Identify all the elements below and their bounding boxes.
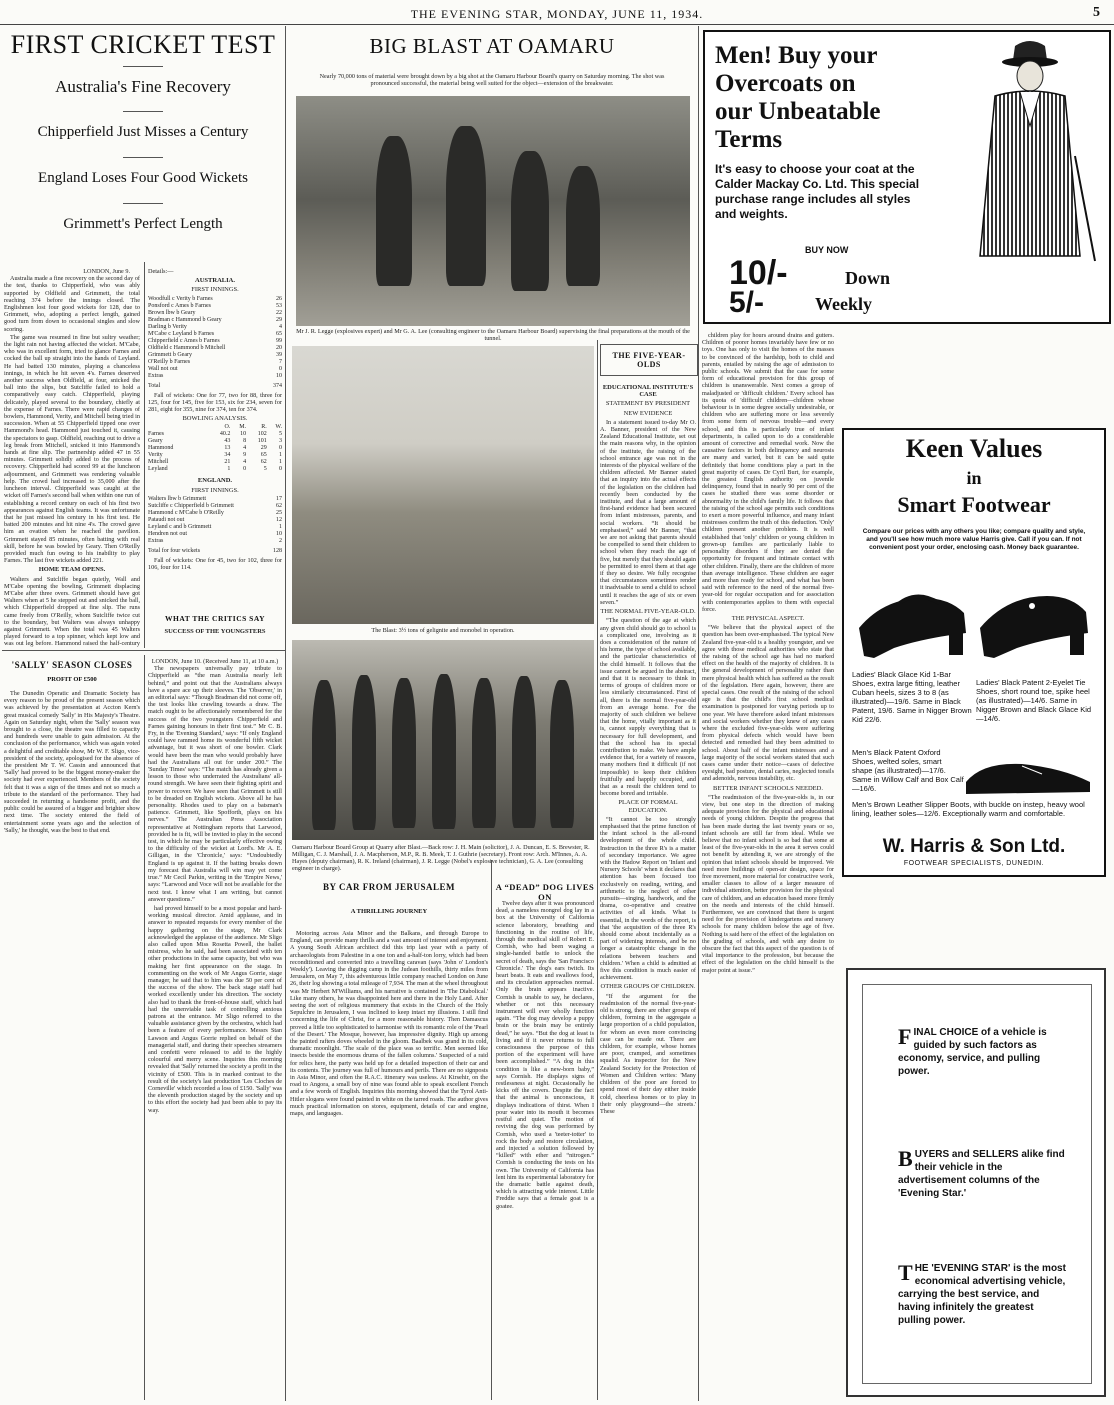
aus-bat-cell: 7 — [279, 358, 282, 365]
photo-figure — [472, 678, 496, 828]
divider — [123, 66, 163, 67]
ad-star-dropcap-2: B — [898, 1146, 913, 1171]
bowling-cell: 0 — [243, 466, 247, 473]
aus-bat-cell: Extras — [148, 372, 164, 379]
aus-bat-cell: Darling b Verity — [148, 323, 187, 330]
aus-bat-cell: 29 — [276, 316, 282, 323]
jerusalem-body-col — [290, 930, 488, 1400]
critics-body: The newspapers universally pay tribute to Chipperfield as “the man Australia nearly left behind,” and point out that the Australians always have a spare ace up their sleeves. The 'Observer,' in an editorial says: “Though Bradman did not come off, the test looks like crawling towards a draw. The match ought to be affectionately remembered for the success of the two youngsters Chipperfield and Farnes gaining honours in their first test.” Mr C. B. Fry, in the 'Evening Standard,' says: “If only England could have rammed home its wonderful fifth wicket advantage, but it was short of one bowler. Clark would have been the man who would probably have had the Australians all out for under 200.” The 'Sunday Times' says: “The match has already given a lesson to those who underrated the Australians' all-round strength. We have seen their fighting spirit and power to recover. We have seen that Grimmett is still to be dreaded on English wickets. Above all he has personality. Rhodes used to play on a batsman's patience. Grimmett, like Spofforth, plays on his nerves.” The Australian Press Association representative at Nottingham reports that Larwood, provided he is fit, will be invited to play in the second test, in which he may be particularly effective owing to the difficulty of the wicket at Lord's. Mr A. E. Gilligan, in the 'Chronicle,' says: “Undoubtedly England is up against it. If the batting breaks down my forecast that Australia will win may yet come true.” Mr Cecil Parkin, writing in the 'Empire News,' says: “Larwood and Voce will not be available for the next test. I know what I am writing, but cannot answer questions.” — [148, 665, 282, 903]
aus-bat-cell: Chipperfield c Ames b Farnes — [148, 337, 220, 344]
fiveyear-headline: THE FIVE-YEAR-OLDS — [612, 351, 686, 369]
fiveyear-col2c: “The readmission of the five-year-olds is, in our view, but one step in the direction of making adequate provision for the physical and educational needs of young children. Despite the progress that has been made during the last twenty years or so, infant schools are still far from ideal. While we believe that no infant school is so bad that some at least of the five-year-olds in the area it serves could not benefit by attending it, we are strongly of the opinion that infant schools should be improved. We need more buildings of open-air design, space for free movement, more material for constructive work, smaller classes to allow of a larger measure of individual attention, better provision for the physical care of children, and an education based more firmly on the needs and interests of the child himself. Furthermore, we are convinced that there is urgent need for the provision of kindergartens and nursery schools for many children below the age of five. Nothing is said here of the effect of the legislation on the grading of schools, and with any desire to obscure the fact that this aspect of the question is of vital importance to the profession, but because the effect of the legislation on the child himself is the major point at issue.” — [702, 793, 834, 974]
oamaru-caption-3: Oamaru Harbour Board Group at Quarry after Blast.—Back row: J. H. Main (solicitor), J. A. Duncan, E. S. Brewster, R. Milligan, C. J. Marshall, J. A. Macpherson, M.P., R. B. Meek, T. J. Guthrie (secretary). Front row: Arch. M'Innes, A. A. Hayes (deputy chairman), R. K. Ireland (chairman), J. R. Legge (Nobel's explosive technician), G. A. Lee (consulting engineer in charge). — [292, 844, 590, 872]
divider — [123, 111, 163, 112]
bowling-cell: 1 — [279, 459, 282, 466]
aus-bat-cell: 22 — [276, 309, 282, 316]
ad-harris-title-1: Keen Values — [905, 434, 1043, 463]
fiveyear-body-1: In a statement issued to-day Mr O. A. Banner, president of the New Zealand Educational Institute, set out the main reasons why, in the opinion of the institute, the raising of the school entrance age was not in the interests of the physical welfare of the children affected. Mr Banner stated that an inquiry into the actual effects of the legislation on the children had recently been conducted by the institute, and that a large amount of first-hand evidence had been secured from infant mistresses, parents, and social workers. “It should be emphasised,” said Mr Banner, “that we are not asking that parents should be compelled to send their children to school when they reach the age of five, but merely that they should again be permitted to enrol them at that age if they so desire. We fully recognise that circumstances sometimes render it inadvisable to send a child to school until it reaches the age of six or even seven.” — [600, 418, 696, 606]
aus-bat-cell: Woodfull c Verity b Farnes — [148, 295, 213, 302]
page-number: 5 — [1093, 5, 1100, 20]
eng-bat-row — [148, 510, 282, 517]
ad-star-dropcap-3: T — [898, 1260, 913, 1285]
ad-harris-item-4: Men's Brown Leather Slipper Boots, with buckle on instep, heavy wool lining, leather soles—12/6. Exceptionally warm and comfortable. — [852, 800, 1085, 818]
eng-bat-cell: 1 — [279, 523, 282, 530]
details-label: Details:— — [148, 268, 174, 275]
fiveyear-sub-better: BETTER INFANT SCHOOLS NEEDED. — [713, 784, 823, 792]
bowling-cell: 5 — [263, 466, 267, 473]
photo-tunnel — [296, 96, 690, 326]
ad-harris-title-2: in — [966, 468, 982, 488]
bowling-row — [148, 459, 282, 466]
bowling-cell: 102 — [257, 431, 267, 438]
sally-headline: 'SALLY' SEASON CLOSES — [11, 660, 133, 670]
cricket-body-2: Walters and Sutcliffe began quietly, Wall and M'Cabe opening the bowling, Grimmett displacing M'Cabe after three overs. Grimmett should have got Walters when at 5 he stepped out and snicked the ball, which Chipperfield dropped at fine slip. The runs came freely from O'Reilly, whom Sutcliffe twice cut to the boundary, but Walters was always unhappy against Grimmett. When the total was 45 Walters played forward to a top spinner, which kept low and was out leg before. Hammond raised the half-century — [4, 575, 140, 648]
aus-bat-cell: Wall not out — [148, 365, 178, 372]
bowling-cell: Leyland — [148, 466, 168, 473]
aus-bat-row — [148, 373, 282, 380]
oamaru-article — [290, 34, 694, 91]
ad-harris-item-3: Men's Black Patent Oxford Shoes, welted soles, smart shape (as illustrated)—17/6. Same in Willow Calf and Box Calf—16/6. — [852, 748, 964, 793]
ad-star-para-3 — [898, 1262, 1068, 1327]
oamaru-intro: Nearly 70,000 tons of material were brought down by a big shot at the Oamaru Harbour Board's quarry on Saturday morning. The shot was pronounced successful, the material being well suited for the object—extension of the breakwater. — [319, 73, 665, 87]
bowling-cell: 65 — [260, 452, 267, 459]
ad-calder-buynow: BUY NOW — [805, 245, 849, 255]
column-rule — [144, 655, 145, 1400]
bowling-cell: 5 — [279, 431, 282, 438]
bowling-row — [148, 466, 282, 473]
fiveyear-col2: children play for hours around drains and gutters. Children of poorer homes invariably have few or no toys. One has only to visit the homes of the masses to be convinced of the hardship, both to child and parents, entailed by raising the age of admission to public schools. We submit that the case for some form of educational provision for this group of children is unanswerable. Next comes a group of maladjusted or 'difficult children.' Every school has its quota of 'difficult' children—children whose behaviour is in some degree socially undesirable, or children who are suffering more or less severely from some form of nervous trouble—and every school, and this is particularly true of infant departments, is called upon to do a considerable amount of corrective and remedial work. Now the causative factors in both delinquency and neurosis are many and varied, but it can be said quite definitely that home conditions play a part in the great majority of cases. Dr Cyril Burt, for example, the greatest English authority on juvenile delinquency, found that in nearly 90 per cent of the cases he studied there was some disorder or abnormality in the child's family life. It follows that the raising of the school age permits such conditions to exert a more powerful influence, and many infant mistresses confirm the truth of this deduction. 'Only' children present another problem. It is well established that 'only' children or young children in grown-up families are particularly liable to personality disorders if they are denied the opportunity for frequent and intimate contact with other children. Finally, there are the children of more than average intelligence. These children are eager and more than ready for school, and what has been said with reference to the need of the normal five-year-old for regular occupation and for association with contemporaries applies to them with especial force. — [702, 332, 834, 613]
eng-total-value: 128 — [273, 547, 282, 554]
fiveyear-sub-other: OTHER GROUPS OF CHILDREN. — [600, 983, 696, 991]
eng-bat-cell: Extras — [148, 537, 164, 544]
bowling-head-cell: R. — [261, 424, 267, 431]
bowling-cell: 3 — [279, 438, 282, 445]
ad-calder-line-1: Men! Buy your — [715, 42, 878, 69]
cricket-deck-3: England Loses Four Good Wickets — [38, 170, 248, 186]
fiveyear-body-2: “The question of the age at which any given child should go to school is a complicated one, involving as it does a consideration of the nature of his home, the type of school available, and the particular characteristics of the child himself. It follows that the issue cannot be argued in the abstract, and that it is necessary to think in terms of groups of children more or less similarly circumstanced. First of all, there is the normal five-year-old from an average home. For the majority of such children we believe that the home, vitally important as it is, cannot supply everything that is necessary for full development, and that the school has its special contribution to make. We have ample evidence that, for a variety of reasons, many mothers find it difficult (if not impossible) to keep their children fruitfully and happily occupied, and that as a result the children tend to become bored and irritable. — [600, 617, 696, 798]
bowling-cell: 0 — [279, 445, 282, 452]
aus-bat-row — [148, 352, 282, 359]
critics-headline: WHAT THE CRITICS SAY — [165, 614, 265, 623]
aus-bat-row — [148, 366, 282, 373]
eng-bat-cell: 62 — [276, 502, 282, 509]
ad-star-text-3: HE 'EVENING STAR' is the most economical advertising vehicle, carrying the best service, and having infinitely the greatest pulling power. — [898, 1263, 1066, 1326]
spacer — [703, 255, 1107, 256]
bowling-cell: 1 — [227, 466, 231, 473]
bowling-cell: Verity — [148, 452, 163, 459]
bowling-head-cell: W. — [275, 424, 282, 431]
cricket-intro: Australia made a fine recovery on the second day of the test, thanks to Chipperfield, who was ably supported by Oldfield and Grimmett, the total reaching 374 before the innings closed. The Englishmen lost four good wickets for 128, due to Grimmett, who, adopting a perfect length, gained good turn from down to occasional singles and slow scoring. — [4, 275, 140, 333]
bowling-head-cell: O. — [224, 424, 231, 431]
ad-calder-line-3: our Unbeatable — [715, 98, 881, 125]
bowling-cell: 0 — [279, 466, 282, 473]
jerusalem-headline: BY CAR FROM JERUSALEM — [323, 882, 455, 892]
ad-harris-shoe-3 — [962, 752, 1096, 802]
aus-bat-cell: 10 — [276, 372, 282, 379]
column-rule — [491, 860, 492, 1400]
aus-bat-cell: 4 — [279, 323, 282, 330]
ad-harris-shoe-1 — [854, 578, 974, 663]
aus-bat-cell: Brown lbw b Geary — [148, 309, 196, 316]
aus-bat-row — [148, 331, 282, 338]
section-rule — [2, 650, 285, 651]
photo-figure — [392, 678, 416, 828]
cricket-deck-4: Grimmett's Perfect Length — [63, 216, 223, 232]
aus-bat-cell: 39 — [276, 351, 282, 358]
eng-bat-cell: 10 — [276, 530, 282, 537]
eng-bat-cell: 17 — [276, 495, 282, 502]
bowling-cell: 8 — [243, 438, 247, 445]
cricket-body-col1 — [4, 268, 140, 648]
photo-figure — [432, 674, 456, 829]
eng-bat-row — [148, 496, 282, 503]
ad-star-dropcap-1: F — [898, 1024, 912, 1049]
fiveyear-body-col2 — [702, 332, 834, 1400]
fiveyear-body-3: “It cannot be too strongly emphasised that the prime function of the infant school is the all-round development of the whole child. Instruction in the three R's is a matter of secondary importance. We agree with the Hadow Report on 'Infant and Nursery Schools' when it declares that attention has been focused too exclusively on reading, writing, and arithmetic to the neglect of other pursuits—singing, handwork, and the drama, co-operative and creative activities of all kinds. What is essential, in the words of the report, is that 'the acquisition of the three R's should come about incidentally as a part of widening interests, and be no longer a catastrophic change in the relations between teachers and children.' When a child is admitted at five this condition is much easier of achievement. — [600, 815, 696, 982]
ad-calder-price-1-label: Down — [845, 268, 891, 288]
sally-body-2: had proved himself to be a most popular and hard-working musical director. Amid applause, and in answer to repeated requests for every member of the happy gathering on the stage, Mr Clark acknowledged the applause of the audience. Mr Sligo also called upon Miss Rosetta Powell, the ballet mistress, who he said, had been associated with ten other productions in the same capacity, but who was making her first appearance on the stage. In commenting on the work of Mr Angus Gorrie, stage manager, he said that to him was due 50 per cent of the success of the show. The back stage staff had worked excellently under his direction. The society also had to thank the front-of-house staff, which had had the unenviable task of controlling anxious patrons at the entrance. Mr Sligo referred to the valuable assistance given by the orchestra, which had been a feature of every performance. Messrs Stan Lawson and Angus Gorrie replied on behalf of the managerial staff, and during their speeches streamers and confetti were released to add to the highly colourful and merry scene. Inquiries this morning revealed that 'Sally' returned the society a profit in the vicinity of £500. This is in marked contrast to the result of the society's last production 'Les Cloches de Corneville' which recorded a loss of £150. 'Sally' was the eleventh production staged by the society and up to this effort the society had just been able to pay its way. — [148, 904, 282, 1114]
aus-bat-row — [148, 345, 282, 352]
aus-bat-cell: 26 — [276, 295, 282, 302]
aus-bat-cell: 53 — [276, 302, 282, 309]
bowling-cell: 9 — [243, 452, 247, 459]
eng-bat-cell: Sutcliffe c Chipperfield b Grimmett — [148, 502, 234, 509]
critics-subhead: SUCCESS OF THE YOUNGSTERS — [164, 628, 266, 635]
photo-figure — [512, 676, 536, 828]
aus-bat-cell: O'Reilly b Farnes — [148, 358, 191, 365]
aus-bat-cell: Bradman c Hammond b Geary — [148, 316, 222, 323]
critics-article — [148, 612, 282, 625]
bowling-cell: 29 — [260, 445, 267, 452]
aus-bat-cell: Grimmett b Geary — [148, 351, 192, 358]
ad-harris-item-1: Ladies' Black Glace Kid 1-Bar Shoes, extra large fitting, leather Cuban heels, sizes 3 to 8 (as illustrated)—19/6. Same in Black Patent, 19/6. Same in Nigger Brown Kid 22/6. — [852, 670, 972, 724]
eng-bat-cell: Hendren not out — [148, 530, 187, 537]
eng-bat-row — [148, 531, 282, 538]
bowling-cell: 34 — [224, 452, 231, 459]
fiveyear-sub-normal: THE NORMAL FIVE-YEAR-OLD. — [600, 608, 696, 616]
masthead-title: THE EVENING STAR, MONDAY, JUNE 11, 1934. — [410, 7, 704, 21]
cricket-deck-2: Chipperfield Just Misses a Century — [37, 124, 249, 140]
eng-bat-cell: 12 — [276, 516, 282, 523]
ad-calder-price-2-label: Weekly — [815, 294, 872, 314]
eng-bat-cell: Pataudi not out — [148, 516, 185, 523]
bowling-head-cell: M. — [239, 424, 247, 431]
aus-bat-row — [148, 317, 282, 324]
aus-bat-cell: Oldfield c Hammond b Mitchell — [148, 344, 226, 351]
ad-calder-company-band — [705, 292, 1005, 318]
photo-figure — [511, 151, 549, 291]
aus-bat-cell: M'Cabe c Leyland b Farnes — [148, 330, 215, 337]
cricket-article — [2, 30, 284, 233]
eng-label: ENGLAND. — [197, 477, 233, 485]
ad-harris-company: W. Harris & Son Ltd. — [882, 836, 1066, 857]
jerusalem-article — [288, 880, 490, 917]
cricket-dateline: LONDON, June 9. — [83, 268, 130, 275]
bowling-cell: 4 — [243, 445, 247, 452]
cricket-scores — [148, 268, 282, 608]
bowling-cell: 4 — [243, 459, 247, 466]
dog-headline: A “DEAD” DOG LIVES ON — [495, 882, 595, 902]
ad-harris-title-3: Smart Footwear — [897, 492, 1051, 517]
ad-calder-body: It's easy to choose your coat at the Calder Mackay Co. Ltd. This special purchase range includes all styles and weights. — [715, 162, 920, 221]
dog-body-col — [496, 900, 594, 1400]
bowling-cell: 40.2 — [219, 431, 231, 438]
masthead — [0, 4, 1114, 25]
column-rule — [597, 340, 598, 1400]
cricket-body-col1-cont — [4, 612, 140, 648]
bowling-head-cell — [148, 424, 206, 431]
eng-innings: FIRST INNINGS. — [191, 486, 239, 494]
critics-body-col — [148, 658, 282, 1400]
oamaru-caption-2: The Blast: 3½ tons of gelignite and monobel in operation. — [371, 627, 515, 634]
column-rule — [285, 26, 286, 1401]
eng-bat-cell: Leyland c and b Grimmett — [148, 523, 212, 530]
fiveyear-subhead: EDUCATIONAL INSTITUTE'S CASE — [602, 384, 694, 399]
eng-total-table — [148, 548, 282, 555]
bowling-row — [148, 445, 282, 452]
eng-bat-cell: Walters lbw b Grimmett — [148, 495, 207, 502]
bowling-row — [148, 452, 282, 459]
cricket-body-1: The game was resumed in fine but sultry weather; the light rain not having affected the wicket. M'Cabe, who was in excellent form, tried to glance Farnes and cocked the ball up straight into the hands of Leyland. He had batted 130 minutes, playing a chanceless innings, in which he hit seven 4's. Farnes deserved another success when Oldfield, at four, snicked the ball into the slips, but Sutcliffe failed to hold a comparatively easy catch. Chipperfield, playing delicately, played several to the boundary, chiefly at the expense of Farnes. There were rapid changes of bowlers, Hammond, Verity, and Mitchell being tried in succession. When at 55 Chipperfield tipped one over Hammond's head. Hammond just touched it, causing the spectators to gasp. Oldfield, reaching out to drive a leg break from Mitchell, snicked it into Hammond's hands at fine slip. The partnership added 47 in 55 minutes. Grimmett solidly added to the process of recovery. Chipperfield had scored 99 at the luncheon adjournment, and Grimmett was rendering valuable help. The crowd had increased to 35,000 after the luncheon interval. Chipperfield was caught at the wicket off Farnes's second ball when within one run of establishing a record century on each of his first two appearances against English teams. It was unfortunate that he just missed his century in his first test. He batted 200 minutes and hit nine 4's. The crowd gave him an ovation when he reached the pavilion. Grimmett stayed 85 minutes, often batting with real skill, before he was bowled by Geary. Then O'Reilly provided much fun owing to his inability to play Farnes. The last five wickets added 221. — [4, 333, 140, 565]
eng-bat-row — [148, 538, 282, 545]
divider — [123, 157, 163, 158]
aus-total-value: 374 — [273, 382, 282, 389]
column-rule — [698, 26, 699, 1401]
sally-subhead: PROFIT OF £500 — [47, 676, 97, 683]
aus-bat-row — [148, 324, 282, 331]
jerusalem-subhead: A THRILLING JOURNEY — [350, 908, 428, 915]
aus-total-table — [148, 383, 282, 390]
critics-subhead-wrap — [148, 626, 282, 648]
eng-bat-cell: 2 — [279, 537, 282, 544]
bowling-head-row — [148, 424, 282, 431]
ad-harris-item-2: Ladies' Black Patent 2-Eyelet Tie Shoes, short round toe, spike heel (as illustrated)—14/6. Same in Nigger Brown and Black Glace Kid—14/6. — [976, 678, 1092, 723]
oamaru-headline: BIG BLAST AT OAMARU — [369, 34, 615, 58]
sally-body-1: The Dunedin Operatic and Dramatic Society has every reason to be proud of the present season which was achieved by the presentation at Accton Kern's great musical comedy 'Sally' in His Majesty's Theatre. Again on Saturday night, when the 'Sally' season was brought to a close, the theatre was filled to capacity and hundreds were unable to gain admission. At the conclusion of the performance, which was again voted a delightful and creditable show, Mr W. F. Sligo, vice-president of the society, apologised for the absence of the president Mr T. W. Cassin and announced that 'Sally' had proved to be the biggest money-maker the society had ever experienced. Members of the society felt that it was a sign of the times and not so much a tribute to the standard of the performance. They had succeeded in returning a handsome profit, and the public could be assured of a bigger and brighter show next time. The society entered the field of entertainment some years ago and the selection of 'Sally,' he thought, was the best to that end. — [4, 690, 140, 834]
aus-bat-cell: 20 — [276, 344, 282, 351]
ad-harris-shoe-2 — [972, 578, 1094, 663]
fiveyear-headline-box — [600, 344, 698, 376]
critics-dateline: LONDON, June 10. (Received June 11, at 10 a.m.) — [151, 658, 279, 665]
aus-bat-row — [148, 359, 282, 366]
sally-body-col — [4, 690, 140, 1400]
photo-figure — [446, 126, 486, 286]
bowling-cell: Farnes — [148, 431, 164, 438]
bowling-cell: 1 — [279, 452, 282, 459]
bowling-table — [148, 424, 282, 473]
photo-group — [292, 640, 594, 840]
fiveyear-col2b: “We believe that the physical aspect of the question has been over-emphasised. The typical New Zealand five-year-old is a healthy youngster, and we agree with those medical authorities who state that the raising of the school age has had no marked effect on the health of the majority of children. It is the general development of personality rather than mere physical health which has suffered as the result of the legislation. Here again, however, there are special cases. One result of the raising of the school age is that the child's first school medical examination is postponed for varying periods up to one year. We have therefore asked infant mistresses and social workers whether they knew of any cases where the excluded five-year-olds were suffering from physical defects which would have been detected and remedied had they been admitted to school. About half of the infant mistresses and a large majority of the social workers stated that such cases came under their notice—cases of defective eyesight, bad posture, dental caries, neglected tonsils and adenoids, nervous instability, etc. — [702, 624, 834, 783]
aus-batting-table — [148, 296, 282, 380]
fiveyear-sub-physical: THE PHYSICAL ASPECT. — [731, 614, 805, 622]
aus-bat-cell: 0 — [279, 365, 282, 372]
aus-bat-cell: 65 — [276, 330, 282, 337]
aus-innings: FIRST INNINGS. — [191, 286, 239, 294]
bowling-cell: Mitchell — [148, 459, 169, 466]
eng-bat-row — [148, 517, 282, 524]
aus-total-label: Total — [148, 382, 161, 389]
ad-evening-star — [846, 968, 1106, 1397]
ad-calder-man-illustration — [955, 36, 1105, 266]
column-rule — [144, 262, 145, 648]
sally-article — [4, 658, 140, 685]
cricket-deck-1: Australia's Fine Recovery — [55, 77, 231, 96]
aus-bat-cell: Ponsford c Ames b Farnes — [148, 302, 211, 309]
cricket-headline: FIRST CRICKET TEST — [10, 30, 276, 59]
fiveyear-body-4: “If the argument for the readmission of the normal five-year-old is strong, there are other groups of children, forming in the aggregate a large proportion of a child population, for whom an even more convincing case can be made out. There are children, for example, whose homes are poor, cramped, and sometimes squalid. As inspector for the New Zealand Society for the Protection of Women and Children writes: 'Many children of the poor are forced to spend most of their day either inside cold, cheerless homes or to play in their only playground—the streets.' These — [600, 992, 696, 1115]
eng-bat-row — [148, 524, 282, 531]
ad-star-para-2 — [898, 1148, 1068, 1200]
ad-harris — [842, 428, 1106, 877]
bowling-row — [148, 438, 282, 445]
eng-total-label: Total for four wickets — [148, 547, 201, 554]
bowling-cell: 43 — [224, 438, 231, 445]
bowling-row — [148, 431, 282, 438]
photo-figure — [566, 166, 600, 286]
fiveyear-body-col1 — [600, 380, 696, 1400]
bowling-cell: 101 — [257, 438, 267, 445]
bowling-cell: Hammond — [148, 445, 174, 452]
ad-calder-mackay — [703, 30, 1111, 324]
ad-star-text-2: UYERS and SELLERS alike find their vehicle in the advertisement columns of the 'Evening Star.' — [898, 1149, 1065, 1199]
ad-star-text-1: INAL CHOICE of a vehicle is guided by such factors as economy, service, and pulling power. — [898, 1027, 1047, 1077]
dog-body: Twelve days after it was pronounced dead, a nameless mongrel dog lay in a box at the University of California science laboratory, breathing and functioning in the routine of life, through the medical skill of Robert E. Cornish, who had been waging a single-handed battle to unlock the secret of death, says the 'San Francisco Chronicle.' The dog's ears twitch. Its heart beats. It eats and swallows food, and its circulation approaches normal. Only the brain appears inactive. Cornish is unable to say, he declares, whether or not this necessary instrument will ever wholly function again. “The dog may develop a puppy brain or the brain may be entirely dead,” he says. “But the dog at least is living and if it never returns to full consciousness the purpose of this portion of the experiment will have been accomplished.” “A dog in this condition is like a new-born baby,” says Cornish. He displays signs of restlessness at night. Occasionally he kicks off the covers. Despite the fact that the animal is unconscious, it displays indications of thirst. When I pour water into its mouth it becomes restful and quiet. The motion of reviving the dog was performed by Cornish, who used a 'teeter-totter' to rock the body and restore circulation, and injected a solution followed by “killed” with ether and “nitrogen.” Cornish is conducting the tests on his own. The University of California has lent him its experimental laboratory for the dramatic battle against death, which is attracting wide interest. Little Freddie says that a female goat is a goatee. — [496, 900, 594, 1210]
fiveyear-sub-place: PLACE OF FORMAL EDUCATION. — [618, 799, 678, 814]
bowling-cell: 10 — [240, 431, 247, 438]
ad-calder-line-4: Terms — [715, 126, 783, 153]
aus-label: AUSTRALIA. — [195, 277, 235, 285]
aus-bat-row — [148, 303, 282, 310]
aus-bat-row — [148, 296, 282, 303]
cricket-subhead-home: HOME TEAM OPENS. — [38, 566, 106, 574]
fiveyear-subhead-3: NEW EVIDENCE — [623, 409, 673, 417]
jerusalem-body: Motoring across Asia Minor and the Balkans, and through Europe to England, can provide many thrills and a vast amount of interest and enjoyment. A young South African architect did this trip last year with a party of archaeologists from Palestine in a one ton and a-half-ton lorry, which had been reconditioned and converted into a travelling caravan (says 'John o' London's Weekly'). Leaving the digging camp in the Judean foothills, thirty miles from Jerusalem, on May 7, this adventurous little company reached London on June 26, their log showing a total mileage of 7,934. The man at the wheel throughout was Mr Herbert M'Williams, and his narrative is contained in 'The Diabolical.' Like many others, he was disappointed here and there in the Holy Land. After seeing the sort of religious mummery that exists in the Church of the Holy Sepulchre in Jerusalem, I was inclined to keep intact my illusions. I still find concerning the life of Christ, for a more reasonable history. Then Damascus proved a little too sophisticated to harmonise with its romantic role of the 'Pearl of the Desert.' The Mosque, however, has impressive dignity. High up among the painted rafters doves wheeled in the gloom. Baalbek was grand in its cold, dramatic moonlight. 'The scale of the place was so terrific. Men seemed like insects beside the enormous drums of the fallen columns.' Suspected of a raid for relics here, the party was held up for a detailed inspection of their car and its contents. The journey was full of humours and perils. There are no signposts in Asia Minor, and often the R.A.C. itinerary was useless. At Kirsehir, on the road to Angora, a small boy of nine was found able to speak excellent French and a few words of English. Inquiries this morning showed that the Tyrol Anti-Hitler slogans were found painted in white on the tarred roads. The author gives much practical information on stores, equipment, details of car and engine, maps, and languages. — [290, 930, 488, 1118]
ad-harris-tagline: FOOTWEAR SPECIALISTS, DUNEDIN. — [903, 860, 1045, 867]
ad-calder-price-2: 5/- — [729, 286, 765, 319]
ad-calder-price-1: 10/- — [729, 254, 788, 292]
bowling-cell: 21 — [224, 459, 231, 466]
eng-bat-row — [148, 503, 282, 510]
bowling-cell: 62 — [260, 459, 267, 466]
aus-bat-row — [148, 338, 282, 345]
photo-figure — [550, 680, 574, 828]
aus-fall: Fall of wickets: One for 77, two for 88, three for 125, four for 145, five for 153, six for 234, seven for 281, eight for 355, nine for 374, ten for 374. — [148, 391, 282, 414]
bowling-label: BOWLING ANALYSIS. — [182, 415, 248, 423]
aus-bat-row — [148, 310, 282, 317]
divider — [123, 203, 163, 204]
eng-bat-cell: Hammond c M'Cabe b O'Reilly — [148, 509, 224, 516]
photo-blast — [292, 346, 594, 624]
eng-fall: Fall of wickets: One for 45, two for 102, three for 106, four for 114. — [148, 556, 282, 572]
photo-figure — [352, 675, 376, 830]
ad-harris-blurb: Compare our prices with any others you like; compare quality and style, and you'll see how much more value Harris give. Call if you can. If not convenient post your order, enclosing cash. Money back guarantee. — [862, 528, 1086, 551]
photo-figure — [376, 136, 412, 286]
eng-batting-table — [148, 496, 282, 545]
eng-bat-cell: 25 — [276, 509, 282, 516]
oamaru-caption-1: Mr J. R. Legge (explosives expert) and Mr G. A. Lee (consulting engineer to the Oamaru Harbour Board) supervising the final preparations at the mouth of the tunnel. — [296, 328, 690, 342]
ad-star-para-1 — [898, 1026, 1068, 1078]
ad-calder-line-2: Overcoats on — [715, 70, 856, 97]
aus-bat-cell: 99 — [276, 337, 282, 344]
fiveyear-subhead-2: STATEMENT BY PRESIDENT — [605, 400, 691, 408]
photo-figure — [312, 680, 336, 830]
bowling-cell: 13 — [224, 445, 231, 452]
bowling-cell: Geary — [148, 438, 163, 445]
ad-calder-headline — [715, 42, 965, 154]
